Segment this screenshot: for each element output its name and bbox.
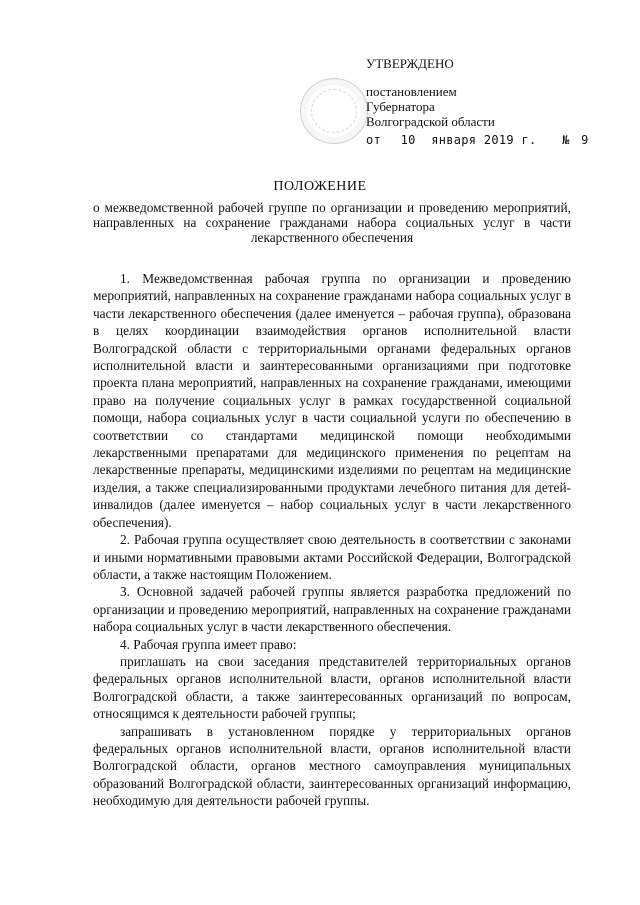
official-seal — [300, 78, 368, 144]
date-month-year: января 2019 г. — [431, 133, 537, 147]
approval-date-line — [366, 133, 589, 148]
date-day: 10 — [400, 133, 416, 147]
approval-label: УТВЕРЖДЕНО — [366, 56, 454, 71]
approval-line-1: постановлением — [366, 84, 457, 99]
document-number: 9 — [581, 133, 589, 147]
paragraph-2: 2. Рабочая группа осуществляет свою деятельность в соответствии с законами и иными нормативными правовыми актами Российской Федерации, Волгоградской области, а также настоящим Положением. — [93, 532, 571, 582]
paragraph-1: 1. Межведомственная рабочая группа по организации и проведению мероприятий, направленных на сохранение гражданами набора социальных услуг в части лекарственного обеспечения (далее именуется – рабочая группа), образована в целях координации взаимодействия органов исполнительной власти Волгоградской области с территориальными органами федеральных органов исполнительной власти и заинтересованными организациями при подготовке проекта плана мероприятий, направленных на сохранение гражданами, имеющими право на получение социальных услуг в рамках государственной социальной помощи, набора социальных услуг в части социальной услуги по обеспечению в соответствии со стандартами медицинской помощи необходимыми лекарственными препаратами для медицинского применения по рецептам на лекарственные препараты, медицинскими изделиями по рецептам на медицинские изделия, а также специализированными продуктами лечебного питания для детей-инвалидов (далее именуется – набор социальных услуг в части лекарственного обеспечения). — [93, 271, 571, 530]
paragraph-6: запрашивать в установленном порядке у территориальных органов федеральных органов исполнительной власти, органов исполнительной власти Волгоградской области, органов местного самоуправления муниципальных образований Волгоградской области, заинтересованных организаций информацию, необходимую для деятельности рабочей группы. — [93, 723, 571, 809]
approval-block — [366, 56, 589, 148]
document-subtitle: о межведомственной рабочей группе по организации и проведению мероприятий, направленных на сохранение гражданами набора социальных услуг в части лекарственного обеспечения — [93, 200, 571, 245]
document-body — [93, 270, 571, 810]
approval-line-2: Губернатора — [366, 99, 435, 114]
date-prefix: от — [366, 133, 382, 147]
document-title: ПОЛОЖЕНИЕ — [273, 179, 367, 194]
paragraph-3: 3. Основной задачей рабочей группы является разработка предложений по организации и проведению мероприятий, направленных на сохранение гражданами набора социальных услуг в части лекарственного обеспечения. — [93, 584, 571, 635]
paragraph-5: приглашать на свои заседания представителей территориальных органов федеральных органов исполнительной власти, органов исполнительной власти Волгоградской области, а также заинтересованных организаций по вопросам, относящимся к деятельности рабочей группы; — [93, 653, 571, 722]
number-prefix: № — [562, 133, 570, 147]
approval-line-3: Волгоградской области — [366, 114, 495, 129]
paragraph-4: 4. Рабочая группа имеет право: — [120, 636, 297, 652]
